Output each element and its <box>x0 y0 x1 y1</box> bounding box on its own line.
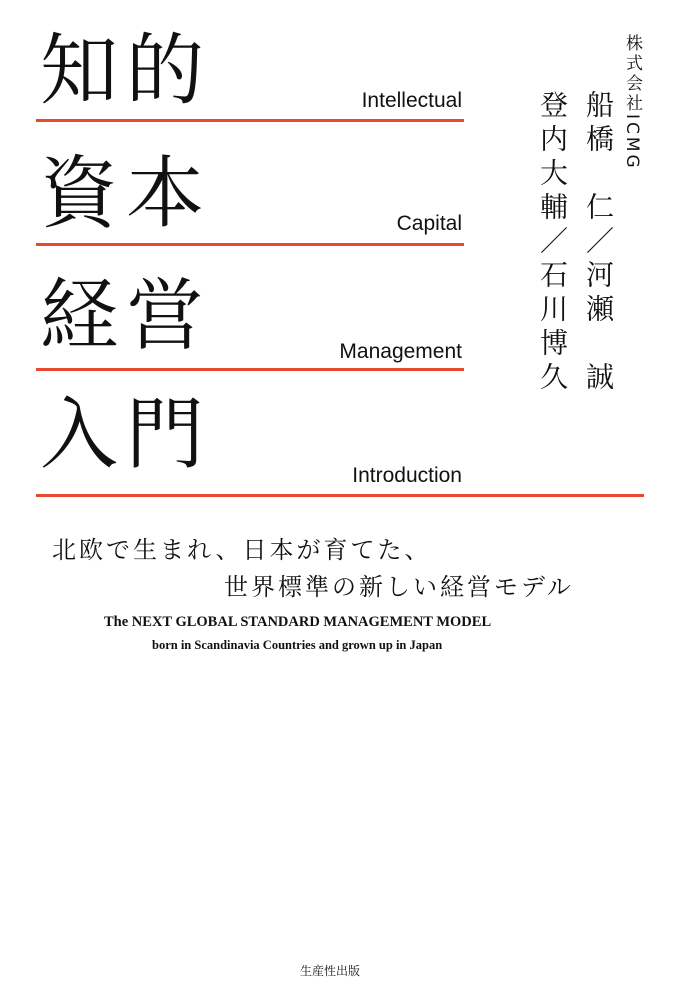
subtitle-line-1: 北欧で生まれ、日本が育てた、 <box>52 536 432 564</box>
title-rule-2 <box>36 243 464 246</box>
title-kanji-row-4: 入門 <box>40 390 213 480</box>
title-english-row-1: Intellectual <box>361 89 462 112</box>
organization-name: 株式会社ICMG <box>622 34 642 171</box>
title-kanji-row-3: 経営 <box>40 271 213 361</box>
title-english-row-4: Introduction <box>352 464 462 487</box>
title-english-row-3: Management <box>339 340 462 363</box>
authors-column-2: 登内大輔／石川博久 <box>536 90 569 396</box>
title-kanji-row-2: 資本 <box>40 149 213 239</box>
subtitle-line-2: 世界標準の新しい経営モデル <box>224 573 574 601</box>
english-subtitle-line-1: The NEXT GLOBAL STANDARD MANAGEMENT MODEL <box>104 614 492 630</box>
title-kanji-row-1: 知的 <box>40 26 213 116</box>
english-subtitle-line-2: born in Scandinavia Countries and grown up in Japan <box>152 638 443 652</box>
authors-column-1: 船橋 仁／河瀬 誠 <box>582 90 615 396</box>
title-rule-4 <box>36 494 644 497</box>
title-rule-3 <box>36 368 464 371</box>
title-rule-1 <box>36 119 464 122</box>
title-english-row-2: Capital <box>396 212 462 235</box>
publisher-name: 生産性出版 <box>300 964 361 978</box>
